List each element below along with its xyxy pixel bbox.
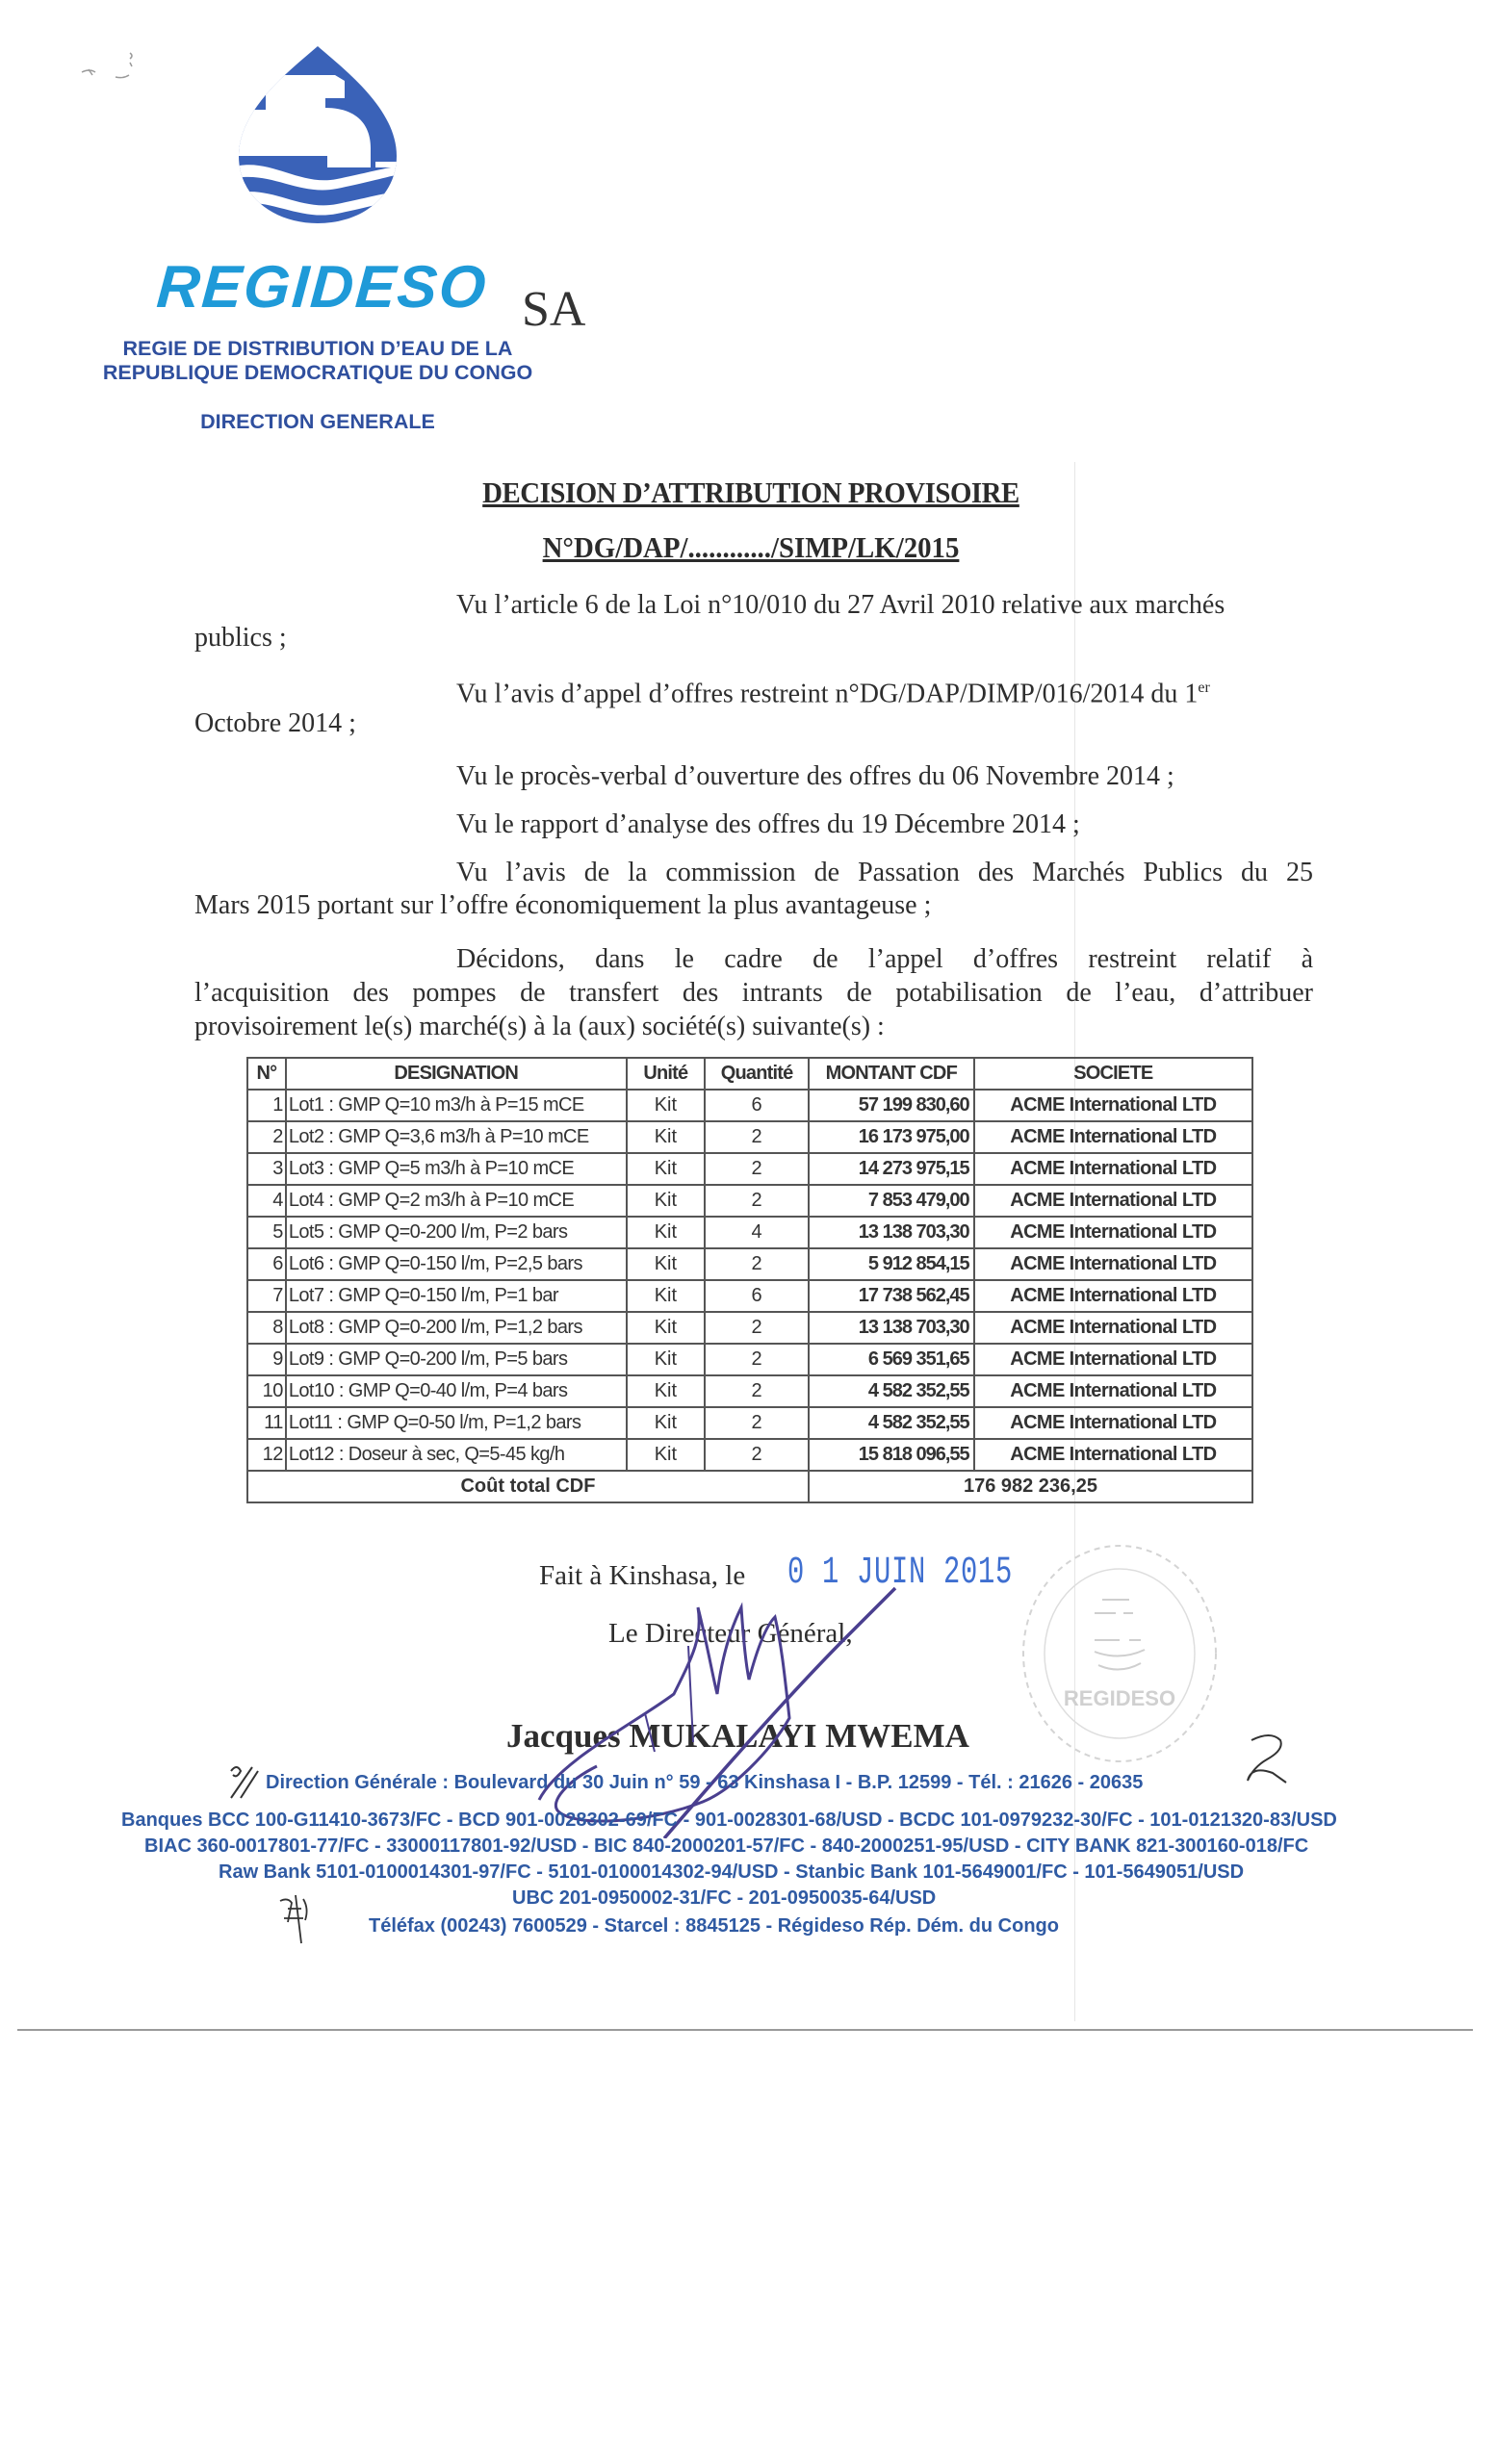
col-header-quantity: Quantité	[705, 1058, 809, 1090]
cell-amount: 4 582 352,55	[809, 1407, 974, 1439]
cell-company: ACME International LTD	[974, 1407, 1252, 1439]
cell-quantity: 2	[705, 1153, 809, 1185]
consideration-1-cont: publics ;	[194, 623, 287, 653]
cell-quantity: 2	[705, 1344, 809, 1375]
table-row	[247, 1185, 1252, 1217]
cell-unit: Kit	[627, 1121, 706, 1153]
document-title: DECISION D’ATTRIBUTION PROVISOIRE	[482, 475, 1019, 509]
cell-quantity: 2	[705, 1439, 809, 1471]
cell-company: ACME International LTD	[974, 1153, 1252, 1185]
cell-company: ACME International LTD	[974, 1217, 1252, 1248]
stamp-text: REGIDESO	[1063, 1686, 1176, 1710]
cell-amount: 14 273 975,15	[809, 1153, 974, 1185]
initials-mark-icon	[274, 1891, 318, 1949]
cell-designation: Lot12 : Doseur à sec, Q=5-45 kg/h	[286, 1439, 627, 1471]
cell-number: 9	[247, 1344, 286, 1375]
footer-banks-line3: Raw Bank 5101-0100014301-97/FC - 5101-0100014302-94/USD - Stanbic Bank 101-5649001/FC - 101-5649051/USD	[219, 1861, 1245, 1883]
brand-suffix: SA	[522, 282, 586, 337]
table-row	[247, 1153, 1252, 1185]
cell-unit: Kit	[627, 1248, 706, 1280]
cell-unit: Kit	[627, 1312, 706, 1344]
col-header-company: SOCIETE	[974, 1058, 1252, 1090]
col-header-amount: MONTANT CDF	[809, 1058, 974, 1090]
cell-quantity: 2	[705, 1312, 809, 1344]
cell-company: ACME International LTD	[974, 1090, 1252, 1121]
cell-unit: Kit	[627, 1344, 706, 1375]
consideration-2-text: Vu l’avis d’appel d’offres restreint n°DG/DAP/DIMP/016/2014 du 1	[456, 679, 1199, 709]
cell-designation: Lot8 : GMP Q=0-200 l/m, P=1,2 bars	[286, 1312, 627, 1344]
cell-amount: 15 818 096,55	[809, 1439, 974, 1471]
handwritten-signature-icon	[501, 1550, 1097, 1838]
department-name: DIRECTION GENERALE	[200, 410, 435, 433]
total-label: Coût total CDF	[247, 1471, 809, 1502]
total-value: 176 982 236,25	[809, 1471, 1252, 1502]
consideration-3: Vu le procès-verbal d’ouverture des offres du 06 Novembre 2014 ;	[456, 761, 1174, 791]
cell-number: 6	[247, 1248, 286, 1280]
page-bottom-edge	[17, 2029, 1473, 2031]
scan-marks-icon	[77, 48, 183, 135]
footer-banks-line4: UBC 201-0950002-31/FC - 201-0950035-64/USD	[512, 1887, 937, 1909]
decision-line-2: l’acquisition des pompes de transfert des intrants de potabilisation de l’eau, d’attribuer	[194, 978, 1313, 1008]
cell-quantity: 6	[705, 1090, 809, 1121]
decision-line-3: provisoirement le(s) marché(s) à la (aux) société(s) suivante(s) :	[194, 1012, 885, 1041]
lots-table	[246, 1057, 1253, 1503]
cell-amount: 13 138 703,30	[809, 1217, 974, 1248]
cell-number: 11	[247, 1407, 286, 1439]
cell-designation: Lot11 : GMP Q=0-50 l/m, P=1,2 bars	[286, 1407, 627, 1439]
table-row	[247, 1090, 1252, 1121]
consideration-1: Vu l’article 6 de la Loi n°10/010 du 27 Avril 2010 relative aux marchés	[456, 590, 1225, 620]
cell-quantity: 4	[705, 1217, 809, 1248]
consideration-4: Vu le rapport d’analyse des offres du 19 Décembre 2014 ;	[456, 809, 1080, 839]
signatory-name: Jacques MUKALAYI MWEMA	[506, 1717, 969, 1755]
col-header-unit: Unité	[627, 1058, 706, 1090]
cell-amount: 16 173 975,00	[809, 1121, 974, 1153]
cell-designation: Lot6 : GMP Q=0-150 l/m, P=2,5 bars	[286, 1248, 627, 1280]
cell-quantity: 2	[705, 1185, 809, 1217]
consideration-5-cont: Mars 2015 portant sur l’offre économiquement la plus avantageuse ;	[194, 890, 932, 920]
cell-number: 7	[247, 1280, 286, 1312]
cell-company: ACME International LTD	[974, 1344, 1252, 1375]
table-row	[247, 1312, 1252, 1344]
cell-amount: 5 912 854,15	[809, 1248, 974, 1280]
cell-designation: Lot4 : GMP Q=2 m3/h à P=10 mCE	[286, 1185, 627, 1217]
footer-banks-line1: Banques BCC 100-G11410-3673/FC - BCD 901-0028302-69/FC - 901-0028301-68/USD - BCDC 101-0979232-30/FC - 101-0121320-83/USD	[121, 1810, 1337, 1831]
cell-quantity: 2	[705, 1375, 809, 1407]
cell-unit: Kit	[627, 1407, 706, 1439]
document-reference: N°DG/DAP/............/SIMP/LK/2015	[542, 530, 960, 564]
cell-unit: Kit	[627, 1153, 706, 1185]
table-row	[247, 1407, 1252, 1439]
cell-quantity: 2	[705, 1248, 809, 1280]
cell-amount: 57 199 830,60	[809, 1090, 974, 1121]
cell-company: ACME International LTD	[974, 1312, 1252, 1344]
cell-unit: Kit	[627, 1090, 706, 1121]
footer-contact: Téléfax (00243) 7600529 - Starcel : 8845125 - Régideso Rép. Dém. du Congo	[369, 1915, 1059, 1937]
table-row	[247, 1439, 1252, 1471]
decision-line-1: Décidons, dans le cadre de l’appel d’offres restreint relatif à	[456, 944, 1313, 974]
cell-amount: 17 738 562,45	[809, 1280, 974, 1312]
footer-banks-line2: BIAC 360-0017801-77/FC - 33000117801-92/USD - BIC 840-2000201-57/FC - 840-2000251-95/USD - CITY BANK 821-300160-018/FC	[144, 1835, 1309, 1857]
cell-amount: 4 582 352,55	[809, 1375, 974, 1407]
table-row	[247, 1375, 1252, 1407]
cell-quantity: 2	[705, 1407, 809, 1439]
cell-unit: Kit	[627, 1280, 706, 1312]
cell-quantity: 6	[705, 1280, 809, 1312]
cell-designation: Lot3 : GMP Q=5 m3/h à P=10 mCE	[286, 1153, 627, 1185]
consideration-2	[456, 674, 1210, 708]
cell-designation: Lot9 : GMP Q=0-200 l/m, P=5 bars	[286, 1344, 627, 1375]
table-row	[247, 1344, 1252, 1375]
cell-unit: Kit	[627, 1375, 706, 1407]
cell-number: 2	[247, 1121, 286, 1153]
cell-number: 4	[247, 1185, 286, 1217]
cell-number: 5	[247, 1217, 286, 1248]
cell-unit: Kit	[627, 1439, 706, 1471]
table-row	[247, 1248, 1252, 1280]
table-header-row	[247, 1058, 1252, 1090]
cell-number: 1	[247, 1090, 286, 1121]
cell-designation: Lot10 : GMP Q=0-40 l/m, P=4 bars	[286, 1375, 627, 1407]
regideso-logo-icon	[231, 42, 404, 227]
col-header-designation: DESIGNATION	[286, 1058, 627, 1090]
initials-mark-icon	[1242, 1732, 1290, 1785]
cell-company: ACME International LTD	[974, 1439, 1252, 1471]
consideration-2-cont: Octobre 2014 ;	[194, 708, 356, 738]
footer-address: Direction Générale : Boulevard du 30 Juin n° 59 - 63 Kinshasa I - B.P. 12599 - Tél. : 21626 - 20635	[266, 1772, 1144, 1793]
cell-designation: Lot1 : GMP Q=10 m3/h à P=15 mCE	[286, 1090, 627, 1121]
brand-wordmark: REGIDESO	[154, 254, 490, 321]
initials-mark-icon	[223, 1761, 262, 1805]
cell-company: ACME International LTD	[974, 1248, 1252, 1280]
cell-unit: Kit	[627, 1185, 706, 1217]
cell-company: ACME International LTD	[974, 1375, 1252, 1407]
cell-unit: Kit	[627, 1217, 706, 1248]
cell-amount: 6 569 351,65	[809, 1344, 974, 1375]
org-name-line2: REPUBLIQUE DEMOCRATIQUE DU CONGO	[102, 361, 533, 384]
cell-number: 8	[247, 1312, 286, 1344]
cell-designation: Lot7 : GMP Q=0-150 l/m, P=1 bar	[286, 1280, 627, 1312]
cell-number: 12	[247, 1439, 286, 1471]
table-row	[247, 1280, 1252, 1312]
consideration-2-sup: er	[1198, 680, 1210, 696]
table-row	[247, 1121, 1252, 1153]
consideration-5: Vu l’avis de la commission de Passation des Marchés Publics du 25	[456, 858, 1313, 887]
cell-company: ACME International LTD	[974, 1280, 1252, 1312]
org-name-line1: REGIE DE DISTRIBUTION D’EAU DE LA	[122, 337, 513, 360]
cell-number: 10	[247, 1375, 286, 1407]
table-row	[247, 1217, 1252, 1248]
cell-company: ACME International LTD	[974, 1121, 1252, 1153]
date-stamp: 0 1 JUIN 2015	[787, 1552, 1014, 1595]
col-header-number: N°	[247, 1058, 286, 1090]
cell-amount: 13 138 703,30	[809, 1312, 974, 1344]
cell-designation: Lot2 : GMP Q=3,6 m3/h à P=10 mCE	[286, 1121, 627, 1153]
place-label: Fait à Kinshasa, le	[539, 1560, 746, 1591]
cell-amount: 7 853 479,00	[809, 1185, 974, 1217]
cell-company: ACME International LTD	[974, 1185, 1252, 1217]
cell-quantity: 2	[705, 1121, 809, 1153]
cell-number: 3	[247, 1153, 286, 1185]
table-total-row	[247, 1471, 1252, 1502]
cell-designation: Lot5 : GMP Q=0-200 l/m, P=2 bars	[286, 1217, 627, 1248]
signatory-role: Le Directeur Général,	[608, 1618, 853, 1649]
